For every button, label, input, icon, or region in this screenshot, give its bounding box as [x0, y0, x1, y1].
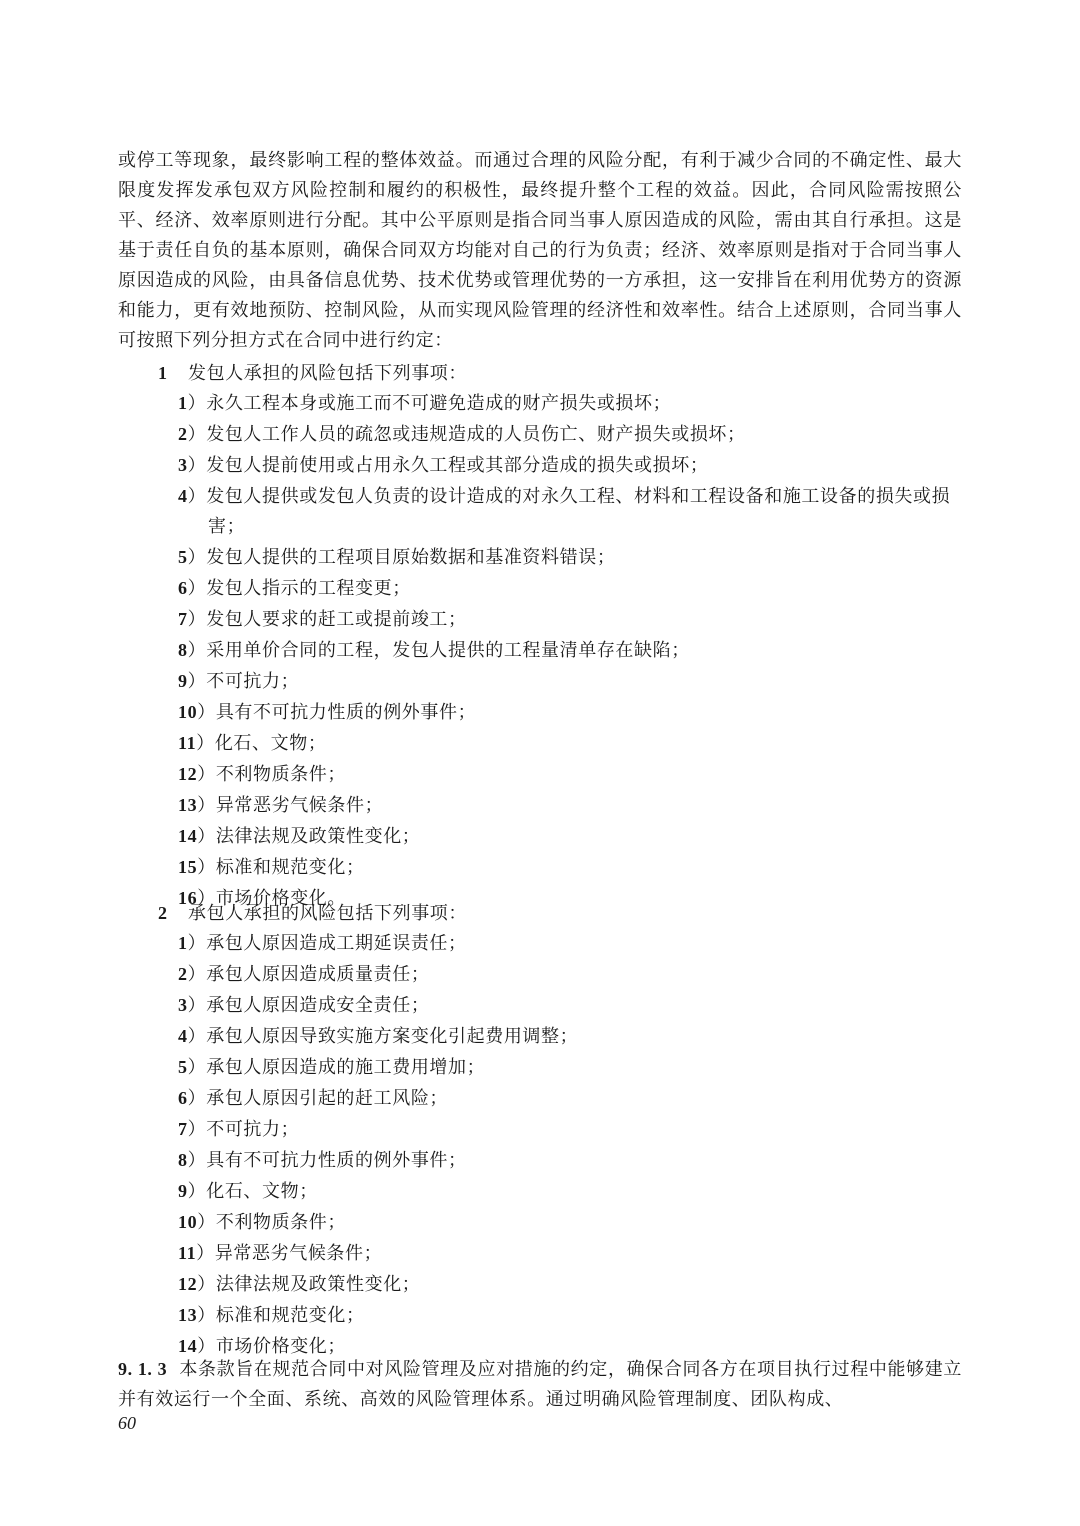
list-item-number: 6: [178, 578, 188, 598]
section-1-number: 1: [158, 363, 168, 383]
list-item: [178, 1114, 958, 1145]
list-item: [178, 542, 958, 573]
list-item-text: 化石、文物；: [206, 1181, 318, 1202]
list-item-paren: ）: [197, 1336, 216, 1357]
list-item: [178, 928, 958, 959]
list-item: [178, 959, 958, 990]
list-item-number: 13: [178, 795, 198, 815]
list-item-text: 发包人提前使用或占用永久工程或其部分造成的损失或损坏；: [206, 455, 709, 476]
list-item-text: 采用单价合同的工程，发包人提供的工程量清单存在缺陷；: [206, 640, 690, 661]
list-item-text: 承包人原因造成工期延误责任；: [206, 933, 467, 954]
list-item-text: 市场价格变化；: [215, 1336, 347, 1357]
list-item-number: 5: [178, 1057, 188, 1077]
list-item: [178, 990, 958, 1021]
list-item: [178, 821, 958, 852]
clause-text: 本条款旨在规范合同中对风险管理及应对措施的约定，确保合同各方在项目执行过程中能够建立并有效运行一个全面、系统、高效的风险管理体系。通过明确风险管理制度、团队构成、: [118, 1359, 962, 1410]
list-item-paren: ）: [187, 486, 207, 507]
list-item-paren: ）: [187, 964, 207, 985]
list-item-number: 5: [178, 547, 188, 567]
list-item-paren: ）: [187, 995, 207, 1016]
list-item-paren: ）: [187, 1057, 207, 1078]
list-item-paren: ）: [187, 547, 207, 568]
list-item-paren: ）: [187, 1088, 207, 1109]
list-item-text: 承包人原因造成的施工费用增加；: [206, 1057, 486, 1078]
list-item-text: 发包人工作人员的疏忽或违规造成的人员伤亡、财产损失或损坏；: [206, 424, 746, 445]
list-item-number: 13: [178, 1305, 198, 1325]
list-item-number: 15: [178, 857, 198, 877]
list-item-text: 标准和规范变化；: [215, 1305, 365, 1326]
list-item-paren: ）: [197, 826, 216, 847]
list-item-text: 永久工程本身或施工而不可避免造成的财产损失或损坏；: [206, 393, 672, 414]
list-item-text: 异常恶劣气候条件；: [215, 795, 384, 816]
list-item-number: 12: [178, 764, 198, 784]
list-item-text: 承包人原因造成质量责任；: [206, 964, 430, 985]
intro-paragraph: 或停工等现象，最终影响工程的整体效益。而通过合理的风险分配，有利于减少合同的不确定性、最大限度发挥发承包双方风险控制和履约的积极性，最终提升整个工程的效益。因此，合同风险需按照公平、经济、效率原则进行分配。其中公平原则是指合同当事人原因造成的风险，需由其自行承担。这是基于责任自负的基本原则，确保合同双方均能对自己的行为负责；经济、效率原则是指对于合同当事人原因造成的风险，由具备信息优势、技术优势或管理优势的一方承担，这一安排旨在利用优势方的资源和能力，更有效地预防、控制风险，从而实现风险管理的经济性和效率性。结合上述原则，合同当事人可按照下列分担方式在合同中进行约定：: [118, 150, 962, 351]
list-item-number: 9: [178, 671, 188, 691]
list-item-number: 11: [178, 733, 197, 753]
list-item-text: 不可抗力；: [206, 1119, 300, 1140]
list-item-paren: ）: [197, 888, 216, 909]
list-item: [178, 666, 958, 697]
list-item: [178, 1269, 958, 1300]
list-item-number: 8: [178, 1150, 188, 1170]
list-item-text: 不利物质条件；: [215, 1212, 347, 1233]
list-item: [178, 1021, 958, 1052]
list-item-paren: ）: [187, 1150, 207, 1171]
list-item-number: 10: [178, 1212, 198, 1232]
list-item-text: 具有不可抗力性质的例外事件；: [215, 702, 477, 723]
list-item: [178, 635, 958, 666]
list-item: [178, 1207, 958, 1238]
list-item-paren: ）: [187, 640, 207, 661]
list-item-paren: ）: [197, 702, 216, 723]
list-item-text: 异常恶劣气候条件；: [214, 1243, 383, 1264]
list-item-text: 承包人原因导致实施方案变化引起费用调整；: [206, 1026, 579, 1047]
list-item-text: 承包人原因造成安全责任；: [206, 995, 430, 1016]
section-1-title: 发包人承担的风险包括下列事项：: [188, 363, 467, 384]
list-item-number: 4: [178, 1026, 188, 1046]
list-item: [178, 1145, 958, 1176]
list-item-text: 化石、文物；: [214, 733, 327, 754]
list-item-number: 7: [178, 609, 188, 629]
list-item-number: 7: [178, 1119, 188, 1139]
list-item: [178, 697, 958, 728]
list-item: [178, 388, 958, 419]
list-item-number: 16: [178, 888, 198, 908]
list-item-text: 法律法规及政策性变化；: [215, 1274, 421, 1295]
list-item-number: 1: [178, 933, 188, 953]
list-item-paren: ）: [187, 424, 207, 445]
list-item: [178, 1052, 958, 1083]
list-item-text: 不利物质条件；: [215, 764, 347, 785]
list-item-paren: ）: [196, 733, 215, 754]
list-item-text: 发包人提供的工程项目原始数据和基准资料错误；: [206, 547, 616, 568]
list-item-text: 发包人指示的工程变更；: [206, 578, 411, 599]
list-item-paren: ）: [187, 393, 207, 414]
list-item: [178, 852, 958, 883]
list-item-paren: ）: [187, 455, 207, 476]
list-item-number: 2: [178, 424, 188, 444]
list-item-paren: ）: [197, 857, 216, 878]
list-item-paren: ）: [196, 1243, 215, 1264]
list-item: [178, 604, 958, 635]
list-item-text: 发包人提供或发包人负责的设计造成的对永久工程、材料和工程设备和施工设备的损失或损害；: [206, 486, 951, 537]
section-2-number: 2: [158, 903, 168, 923]
list-item: [178, 419, 958, 450]
list-item-number: 8: [178, 640, 188, 660]
list-item-number: 9: [178, 1181, 188, 1201]
list-item-text: 发包人要求的赶工或提前竣工；: [206, 609, 467, 630]
page-number: 60: [118, 1413, 136, 1433]
list-item: [178, 1083, 958, 1114]
list-item: [178, 450, 958, 481]
list-item-paren: ）: [197, 1305, 216, 1326]
list-item: [178, 573, 958, 604]
list-item-text: 具有不可抗力性质的例外事件；: [206, 1150, 467, 1171]
list-item-number: 4: [178, 486, 188, 506]
list-item-number: 3: [178, 995, 188, 1015]
list-item-text: 承包人原因引起的赶工风险；: [206, 1088, 449, 1109]
list-item-number: 14: [178, 826, 198, 846]
list-item-number: 1: [178, 393, 188, 413]
list-item-number: 14: [178, 1336, 198, 1356]
list-item: [178, 1238, 958, 1269]
clause-paragraph: [118, 1354, 962, 1415]
list-item-paren: ）: [187, 578, 207, 599]
list-item-number: 3: [178, 455, 188, 475]
list-item-number: 6: [178, 1088, 188, 1108]
list-item-text: 法律法规及政策性变化；: [215, 826, 421, 847]
list-item-text: 标准和规范变化；: [215, 857, 365, 878]
list-item-paren: ）: [187, 1181, 207, 1202]
list-item-text: 市场价格变化。: [215, 888, 347, 909]
list-item-paren: ）: [187, 671, 207, 692]
section-2-heading: [158, 898, 467, 929]
list-item-paren: ）: [187, 1026, 207, 1047]
list-item-paren: ）: [197, 1212, 216, 1233]
list-item-number: 11: [178, 1243, 197, 1263]
list-item-number: 2: [178, 964, 188, 984]
section-1-list: [178, 388, 958, 914]
list-item: [178, 481, 958, 542]
list-item-paren: ）: [197, 795, 216, 816]
list-item: [178, 1300, 958, 1331]
list-item-number: 12: [178, 1274, 198, 1294]
list-item-paren: ）: [197, 764, 216, 785]
section-1-heading: [158, 358, 467, 389]
list-item-paren: ）: [197, 1274, 216, 1295]
clause-number: 9. 1. 3: [118, 1359, 168, 1379]
list-item-paren: ）: [187, 933, 207, 954]
list-item: [178, 728, 958, 759]
list-item-paren: ）: [187, 1119, 207, 1140]
section-2-list: [178, 928, 958, 1362]
list-item-text: 不可抗力；: [206, 671, 300, 692]
list-item: [178, 1176, 958, 1207]
list-item-paren: ）: [187, 609, 207, 630]
section-2-title: 承包人承担的风险包括下列事项：: [188, 903, 467, 924]
list-item-number: 10: [178, 702, 198, 722]
list-item: [178, 790, 958, 821]
list-item: [178, 759, 958, 790]
